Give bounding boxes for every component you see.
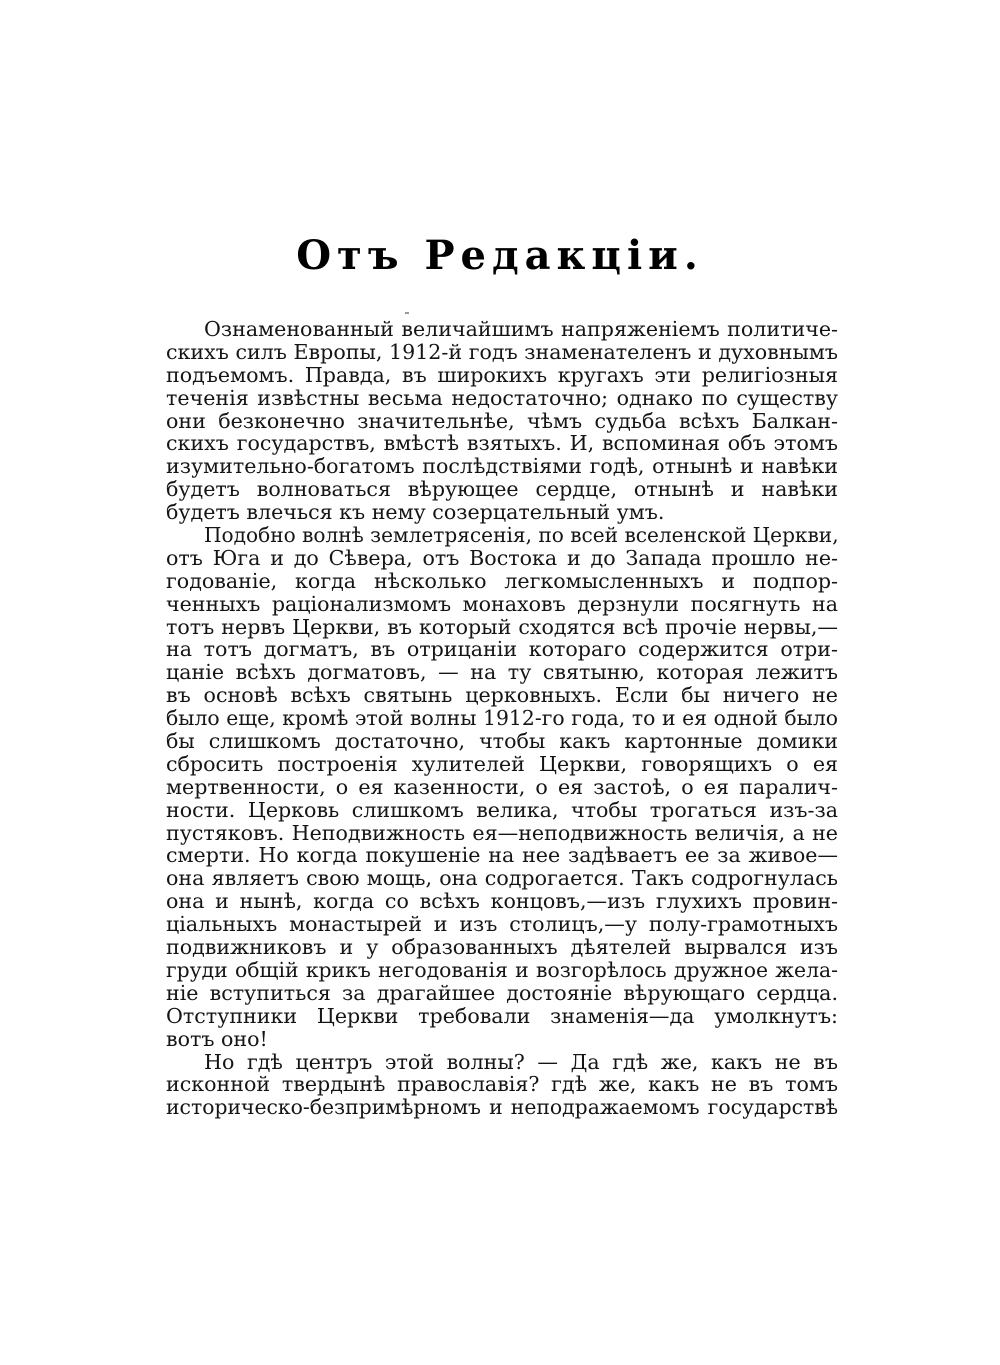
- text-line: будетъ волноваться вѣрующее сердце, отнынѣ и навѣки: [166, 477, 838, 502]
- text-line: тотъ нервъ Церкви, въ который сходятся всѣ прочіе нервы,—: [166, 614, 838, 639]
- text-line: Подобно волнѣ землетрясенія, по всей вселенской Церкви,: [204, 523, 839, 548]
- body-text: [166, 318, 838, 1119]
- text-line: на тотъ догматъ, въ отрицаніи котораго содержится отри-: [166, 637, 838, 662]
- text-line: исконной твердынѣ православія? гдѣ же, какъ не въ томъ: [166, 1072, 838, 1097]
- text-line: отъ Юга и до Сѣвера, отъ Востока и до Запада прошло не-: [166, 545, 838, 570]
- text-line: историческо-безпримѣрномъ и неподражаемомъ государствѣ: [166, 1095, 838, 1120]
- text-line: подвижниковъ и у образованныхъ дѣятелей вырвался изъ: [166, 935, 838, 960]
- text-line: ніе вступиться за драгайшее достояніе вѣрующаго сердца.: [166, 980, 838, 1005]
- text-line: годованіе, когда нѣсколько легкомысленныхъ и подпор-: [166, 568, 838, 593]
- text-line: теченія извѣстны весьма недостаточно; однако по существу: [166, 385, 838, 410]
- text-line: было еще, кромѣ этой волны 1912-го года, то и ея одной было: [166, 706, 838, 731]
- text-line: подъемомъ. Правда, въ широкихъ кругахъ эти религіозныя: [166, 362, 838, 387]
- text-line: груди общій крикъ негодованія и возгорѣлось дружное жела-: [166, 957, 838, 982]
- text-line: скихъ силъ Европы, 1912-й годъ знаменателенъ и духовнымъ: [166, 339, 838, 364]
- text-line: смерти. Но когда покушеніе на нее задѣваетъ ее за живое—: [166, 843, 838, 868]
- text-line: она и нынѣ, когда со всѣхъ концовъ,—изъ глухихъ провин-: [166, 889, 838, 914]
- text-line: Отступники Церкви требовали знаменія—да умолкнутъ:: [166, 1003, 838, 1028]
- text-line: въ основѣ всѣхъ святынь церковныхъ. Если бы ничего не: [166, 683, 838, 708]
- text-line: Но гдѣ центръ этой волны? — Да гдѣ же, какъ не въ: [204, 1049, 838, 1074]
- text-line: вотъ оно!: [166, 1026, 268, 1051]
- text-line: пустяковъ. Неподвижность ея—неподвижность величія, а не: [166, 820, 838, 845]
- ink-mark: [405, 312, 409, 314]
- text-line: они безконечно значительнѣе, чѣмъ судьба всѣхъ Балкан-: [166, 408, 838, 433]
- text-line: скихъ государствъ, вмѣстѣ взятыхъ. И, вспоминая объ этомъ: [166, 431, 838, 456]
- text-line: будетъ влечься къ нему созерцательный умъ.: [166, 500, 665, 525]
- text-line: бы слишкомъ достаточно, чтобы какъ картонные домики: [166, 729, 838, 754]
- text-line: Ознаменованный величайшимъ напряженіемъ политиче-: [204, 317, 838, 341]
- text-line: изумительно-богатомъ послѣдствіями годѣ, отнынѣ и навѣки: [166, 454, 838, 479]
- page-title: Отъ Редакціи.: [296, 232, 704, 279]
- text-line: ности. Церковь слишкомъ велика, чтобы трогаться изъ-за: [166, 797, 838, 822]
- text-line: она являетъ свою мощь, она содрогается. Такъ содрогнулась: [166, 866, 838, 891]
- text-line: ціальныхъ монастырей и изъ столицъ,—у полу-грамотныхъ: [166, 912, 838, 937]
- text-line: мертвенности, о ея казенности, о ея застоѣ, о ея паралич-: [166, 774, 838, 799]
- text-line: сбросить построенія хулителей Церкви, говорящихъ о ея: [166, 751, 838, 776]
- text-line: цаніе всѣхъ догматовъ, — на ту святыню, которая лежитъ: [166, 660, 838, 685]
- text-line: ченныхъ раціонализмомъ монаховъ дерзнули посягнуть на: [166, 591, 838, 616]
